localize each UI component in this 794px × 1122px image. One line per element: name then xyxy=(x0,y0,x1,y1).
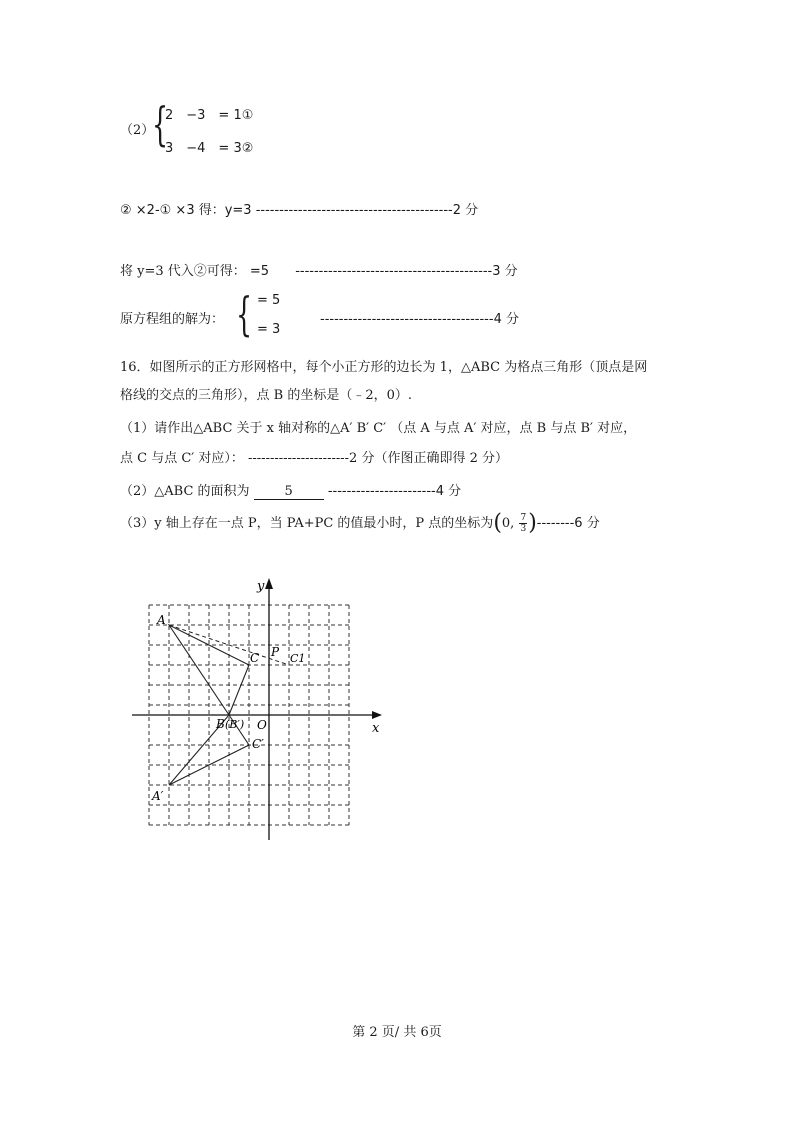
coordinate-grid-figure xyxy=(120,570,390,845)
label-y-axis: y xyxy=(257,579,265,594)
area-answer: 5 xyxy=(254,485,324,500)
q16-part2-prefix: （2）△ABC 的面积为 xyxy=(120,484,250,499)
q16-line-1: 16．如图所示的正方形网格中，每个小正方形的边长为 1，△ABC 为格点三角形（顶点是网 xyxy=(120,360,648,375)
label-c: C xyxy=(250,651,260,665)
step-1: ② ×2-① ×3 得：y=3 ------------------------------------------2 分 xyxy=(120,203,479,218)
part2-label: （2） xyxy=(120,123,155,138)
p-y-fraction xyxy=(519,513,527,534)
step-2-dashes: ------------------------------------------3 分 xyxy=(295,264,518,279)
paren-open: ( xyxy=(493,510,502,536)
paren-close: ) xyxy=(528,510,537,536)
solution-prefix: 原方程组的解为： xyxy=(120,312,225,327)
q16-part2 xyxy=(120,480,461,500)
equation-1: 2 −3 = 1① xyxy=(165,108,254,123)
q16-part3 xyxy=(120,512,600,534)
q16-line-2: 格线的交点的三角形），点 B 的坐标是（﹣2，0）. xyxy=(120,388,412,403)
label-c1: C1 xyxy=(290,652,306,665)
label-a: A xyxy=(157,613,166,627)
p-y-denominator: 3 xyxy=(520,524,527,534)
q16-part1-line-2: 点 C 与点 C′ 对应）： -----------------------2 分（作图正确即得 2 分） xyxy=(120,451,508,466)
q16-part3-dashes: --------6 分 xyxy=(536,516,600,531)
p-x: 0, xyxy=(501,516,515,531)
system-brace: { xyxy=(152,97,169,151)
p-y-numerator: 7 xyxy=(520,513,527,523)
y-axis-arrow xyxy=(265,578,273,589)
label-c-prime: C′ xyxy=(252,737,264,751)
q16-part1-line-1: （1）请作出△ABC 关于 x 轴对称的△A′ B′ C′ （点 A 与点 A′ 对应，点 B 与点 B′ 对应， xyxy=(120,421,637,436)
solution-eq-2: = 3 xyxy=(257,322,281,337)
q16-part3-prefix: （3）y 轴上存在一点 P，当 PA+PC 的值最小时，P 点的坐标为 xyxy=(120,516,494,531)
step-2 xyxy=(120,260,518,279)
solution-dashes: -------------------------------------4 分 xyxy=(320,312,519,327)
page-footer: 第 2 页/ 共 6页 xyxy=(352,1025,442,1040)
label-a-prime: A′ xyxy=(152,789,164,803)
label-x-axis: x xyxy=(372,721,380,736)
x-axis-arrow xyxy=(372,711,382,719)
solution-eq-1: = 5 xyxy=(257,293,281,308)
step-2-prefix: 将 y=3 代入②可得： xyxy=(120,264,246,279)
step-2-value: =5 xyxy=(245,264,270,279)
label-p: P xyxy=(271,645,280,659)
label-b: B xyxy=(216,717,225,731)
solution-brace: { xyxy=(236,287,253,341)
q16-part2-dashes: -----------------------4 分 xyxy=(327,484,462,499)
label-origin: O xyxy=(257,718,267,732)
label-b-prime: (B′) xyxy=(225,718,245,731)
equation-2: 3 −4 = 3② xyxy=(165,141,254,156)
